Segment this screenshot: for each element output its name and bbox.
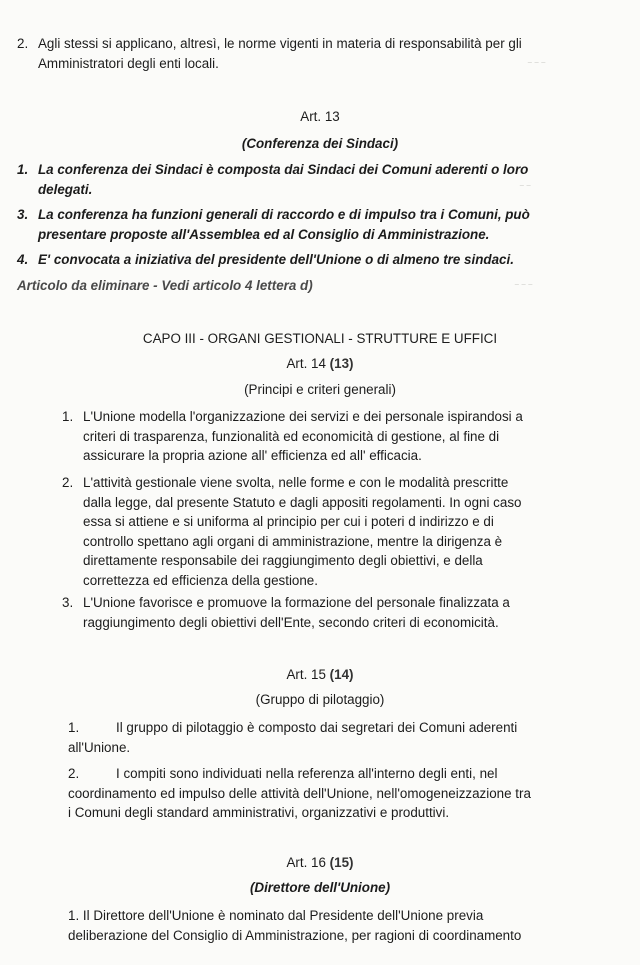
- top-paragraph-line: Amministratori degli enti locali.: [38, 55, 219, 71]
- art13-paragraph-3-line: La conferenza ha funzioni generali di raccordo e di impulso tra i Comuni, può: [38, 207, 530, 222]
- art14-item-3-line: raggiungimento degli obiettivi dell'Ente, secondo criteri di economicità.: [83, 614, 499, 630]
- art13-paragraph-3-number: 3.: [17, 207, 29, 222]
- art13-paragraph-1-line: delegati.: [38, 181, 93, 197]
- art14-item-1-number: 1.: [62, 409, 74, 424]
- art14-title-text: Art. 14: [286, 356, 326, 371]
- art15-item-2-line: I compiti sono individuati nella referenza all'interno degli enti, nel: [116, 766, 498, 781]
- art14-item-2-number: 2.: [62, 475, 74, 490]
- art14-item-3: [62, 593, 624, 632]
- art15-old-number: (14): [329, 667, 354, 682]
- art16-paragraph-1-line: [68, 906, 624, 926]
- art14-item-2-line: essa si attiene e si uniforma al principio per cui i poteri d indirizzo e di: [83, 514, 494, 529]
- art15-item-2-line: i Comuni degli standard amministrativi, organizzativi e produttivi.: [68, 805, 450, 820]
- art14-item-1: [62, 407, 624, 466]
- art15-title-text: Art. 15: [286, 667, 326, 682]
- art15-item-1-number: 1.: [68, 720, 80, 735]
- art14-item-2-line: dalla legge, dal presente Statuto e dagli appositi regolamenti. In ogni caso: [83, 494, 522, 510]
- art16-paragraph-1-line: deliberazione del Consiglio di Amministrazione, per ragioni di coordinamento: [68, 927, 522, 943]
- art14-item-1-line: L'Unione modella l'organizzazione dei servizi e dei personale ispirandosi a: [83, 409, 523, 424]
- art15-item-2: [68, 764, 624, 823]
- art15-item-1-line: Il gruppo di pilotaggio è composto dai segretari dei Comuni aderenti: [116, 720, 518, 735]
- art15-item-2-line: coordinamento ed impulso delle attività dell'Unione, nell'omogeneizzazione tra: [68, 785, 531, 801]
- art14-item-2-line: L'attività gestionale viene svolta, nelle forme e con le modalità prescritte: [83, 475, 509, 490]
- art14-old-number: (13): [329, 356, 354, 371]
- art14-item-2-line: direttamente responsabile dei raggiungimento degli obiettivi, e della: [83, 553, 483, 568]
- bleed-through-mark: ‾ ‾ ‾: [515, 284, 533, 296]
- art14-item-2-line: controllo spettano agli organi di amministrazione, mentre la dirigenza è: [83, 533, 503, 549]
- art14-item-3-line: L'Unione favorisce e promuove la formazione del personale finalizzata a: [83, 595, 510, 610]
- bleed-through-mark: ‾ ‾: [520, 185, 531, 197]
- art14-item-2-line: correttezza ed efficienza della gestione.: [83, 572, 318, 588]
- art15-item-1-line: all'Unione.: [68, 739, 131, 755]
- art13-paragraph-3-line: presentare proposte all'Assemblea ed al Consiglio di Amministrazione.: [38, 226, 490, 242]
- art14-item-1-line: criteri di trasparenza, funzionalità ed economicità di gestione, al fine di: [83, 428, 500, 444]
- art15-subtitle: (Gruppo di pilotaggio): [255, 692, 385, 707]
- top-paragraph: [17, 34, 627, 73]
- bleed-through-mark: ‾ ‾ ‾: [528, 62, 546, 74]
- deletion-note: Articolo da eliminare - Vedi articolo 4 lettera d): [17, 278, 313, 293]
- art15-item-2-number: 2.: [68, 766, 80, 781]
- art16-paragraph-1-text: Il Direttore dell'Unione è nominato dal Presidente dell'Unione previa: [82, 908, 484, 923]
- art15-title: [0, 665, 640, 685]
- art13-paragraph-1-number: 1.: [17, 162, 29, 177]
- top-paragraph-number: 2.: [17, 36, 29, 51]
- art14-item-2: [62, 473, 624, 590]
- art16-paragraph-1: [68, 906, 624, 945]
- chapter-heading: CAPO III - ORGANI GESTIONALI - STRUTTURE E UFFICI: [142, 331, 498, 346]
- art13-paragraph-4: [17, 250, 627, 270]
- art14-subtitle: (Principi e criteri generali): [244, 382, 396, 397]
- art16-old-number: (15): [329, 855, 354, 870]
- art13-paragraph-4-number: 4.: [17, 252, 29, 267]
- art13-paragraph-1-line: La conferenza dei Sindaci è composta dai Sindaci dei Comuni aderenti o loro: [38, 162, 529, 177]
- art14-title: [0, 354, 640, 374]
- art14-item-1-line: assicurare la propria azione all' efficienza ed all' efficacia.: [83, 448, 422, 463]
- art16-title-text: Art. 16: [286, 855, 326, 870]
- art16-paragraph-1-number: 1.: [68, 908, 80, 923]
- art14-item-3-number: 3.: [62, 595, 74, 610]
- top-paragraph-line: Agli stessi si applicano, altresì, le norme vigenti in materia di responsabilità per gli: [38, 36, 522, 51]
- art13-title: Art. 13: [300, 109, 340, 124]
- art13-subtitle: (Conferenza dei Sindaci): [241, 136, 399, 151]
- art13-paragraph-3: [17, 205, 627, 244]
- art16-title: [0, 853, 640, 873]
- art16-subtitle: (Direttore dell'Unione): [249, 880, 391, 895]
- art15-item-1: [68, 718, 624, 757]
- art13-paragraph-4-line: E' convocata a iniziativa del presidente dell'Unione o di almeno tre sindaci.: [38, 252, 514, 267]
- art13-paragraph-1: [17, 160, 627, 199]
